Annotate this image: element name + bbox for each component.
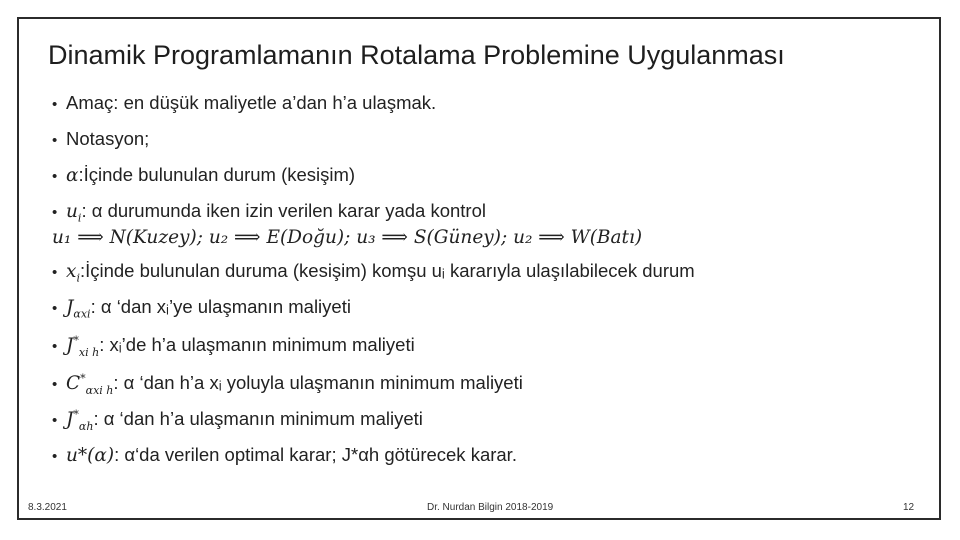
bullet-dot: • [52,168,58,185]
bullet-item: • $J_{\alpha xi}$: α ‘dan xᵢ’ye ulaşmanın maliyeti [52,296,351,321]
bullet-dot: • [52,448,58,465]
bullet-dot: • [52,264,58,281]
bullet-item: • Notasyon; [52,128,150,149]
footer-author: Dr. Nurdan Bilgin 2018-2019 [427,502,554,513]
footer-date: 8.3.2021 [28,502,67,513]
bullet-item: • u*(α): α‘da verilen optimal karar; J*αh götürecek karar. [52,444,517,466]
bullet-item: • α:İçinde bulunulan durum (kesişim) [52,164,356,186]
bullet-item: • $J^*_{xi h}$: xᵢ’de h’a ulaşmanın minimum maliyeti [52,334,415,359]
bullet-item: • $C^*_{\alpha xi h}$: α ‘dan h’a xᵢ yoluyla ulaşmanın minimum maliyeti [52,372,523,397]
bullet-dot: • [52,412,58,430]
bullet-dot: • [52,376,58,394]
page-number: 12 [903,502,915,513]
bullet-dot: • [52,300,58,317]
bullet-item: • $u_i$: α durumunda iken izin verilen karar yada kontrol [52,200,486,225]
direction-notation: u₁ ⟹ N(Kuzey); u₂ ⟹ E(Doğu); u₃ ⟹ S(Güney); u₂ ⟹ W(Batı) [52,227,643,248]
bullet-dot: • [52,204,58,221]
bullet-item: • $x_i:İçinde$ bulunulan duruma (kesişim) komşu uᵢ kararıyla ulaşılabilecek durum [52,260,695,285]
bullet-dot: • [52,96,58,113]
bullet-item: • $J^*_{\alpha h}$: α ‘dan h’a ulaşmanın minimum maliyeti [52,408,423,433]
bullet-dot: • [52,338,58,356]
bullet-dot: • [52,132,58,149]
slide-title: Dinamik Programlamanın Rotalama Problemine Uygulanması [48,40,785,70]
bullet-item: • Amaç: en düşük maliyetle a’dan h’a ulaşmak. [52,92,437,113]
